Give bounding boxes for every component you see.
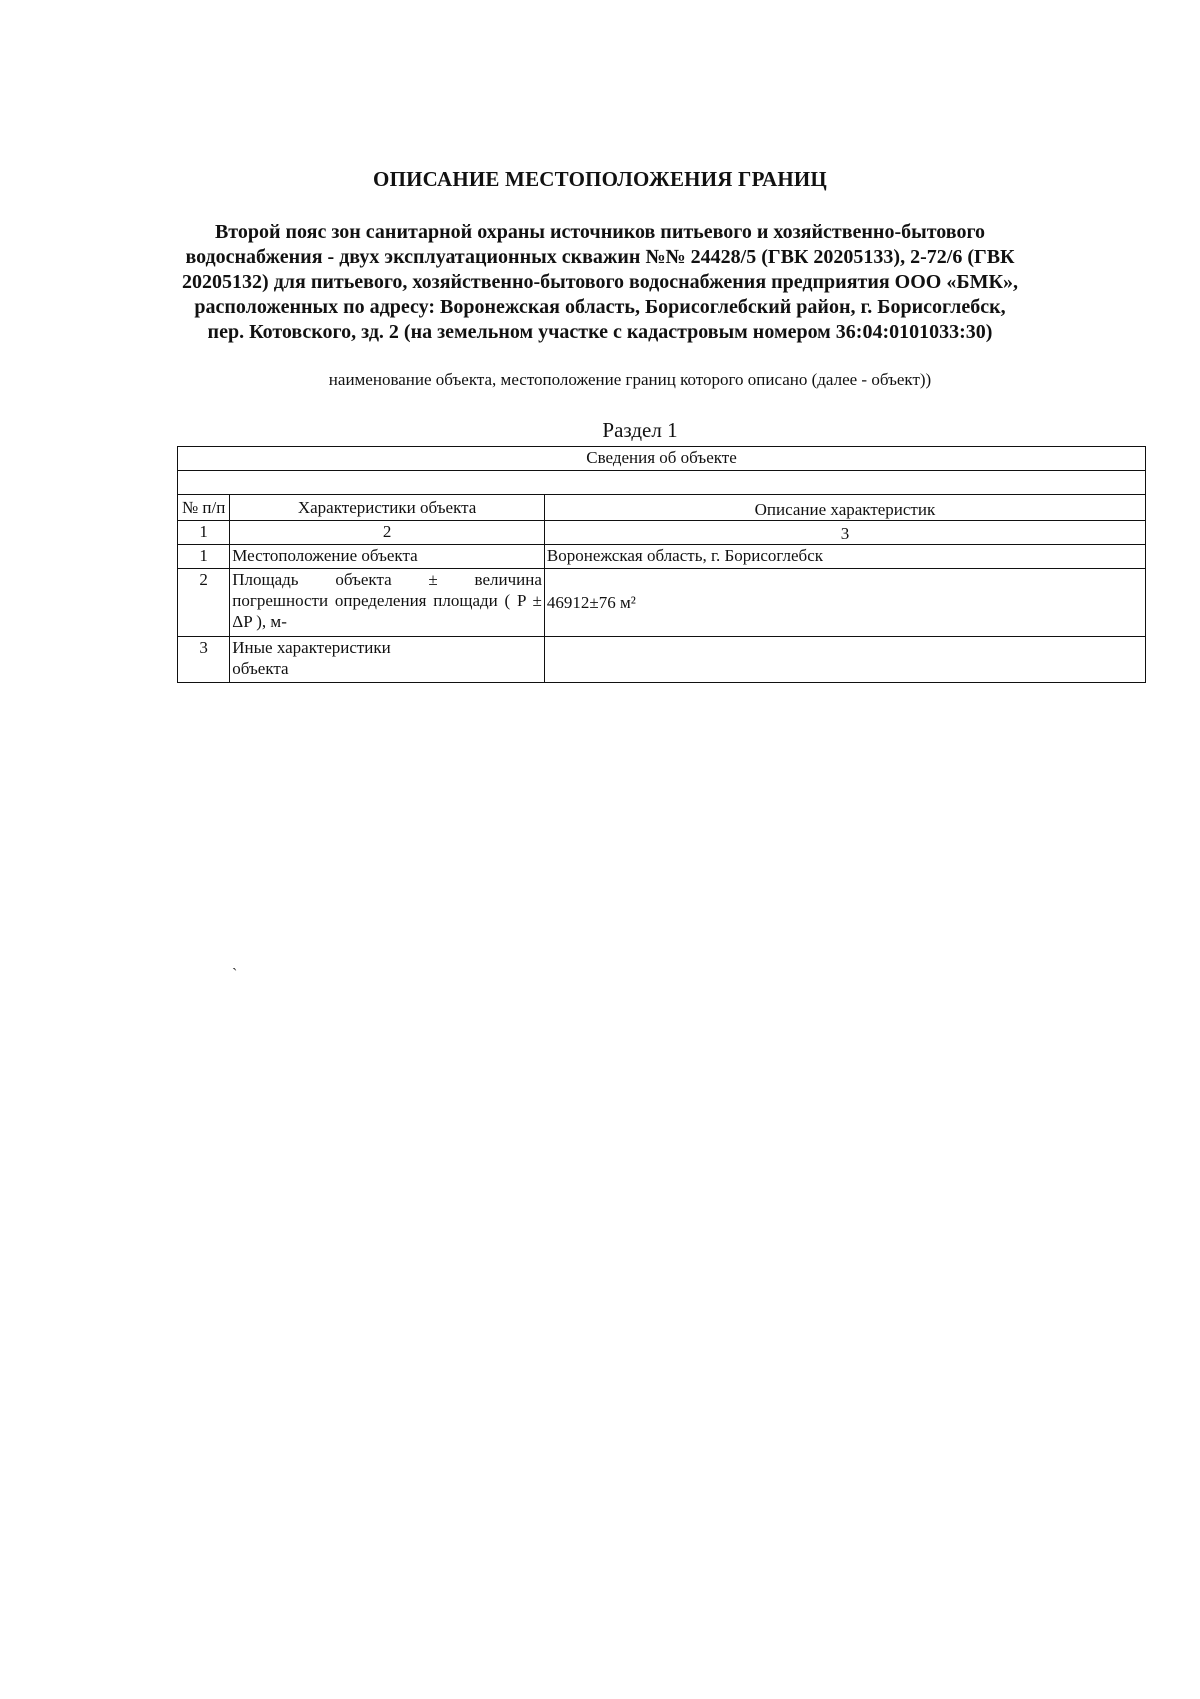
row-characteristic: Площадь объекта ± величина погрешности определения площади ( P ± ΔP ), м- (230, 569, 545, 637)
column-header-num: № п/п (178, 495, 230, 521)
row-num: 3 (178, 637, 230, 683)
document-subtitle: Второй пояс зон санитарной охраны источников питьевого и хозяйственно-бытового водоснабжения - двух эксплуатационных скважин №№ 24428/5 (ГВК 20205133), 2-72/6 (ГВК 20205132) для питьевого, хозяйственно-бытового водоснабжения предприятия ООО «БМК», расположенных по адресу: Воронежская область, Борисоглебский район, г. Борисоглебск, пер. Котовского, зд. 2 (на земельном участке с кадастровым номером 36:04:0101033:30) (182, 221, 1018, 343)
row-description: Воронежская область, г. Борисоглебск (544, 545, 1145, 569)
row-description: 46912±76 м² (544, 569, 1145, 637)
row-characteristic: Местоположение объекта (230, 545, 545, 569)
column-header-characteristic: Характеристики объекта (230, 495, 545, 521)
section-label: Раздел 1 (602, 418, 678, 442)
row-num: 1 (178, 545, 230, 569)
object-caption: наименование объекта, местоположение границ которого описано (далее - объект)) (328, 370, 932, 389)
object-info-table (177, 446, 1146, 683)
table-row (178, 569, 1146, 637)
table-header: Сведения об объекте (178, 447, 1146, 471)
column-number-2: 2 (230, 521, 545, 545)
row-characteristic: Иные характеристики объекта (230, 637, 545, 683)
table-header-row (178, 447, 1146, 471)
table-columns-row (178, 495, 1146, 521)
column-number-3: 3 (544, 521, 1145, 545)
row-num: 2 (178, 569, 230, 637)
table-blank-row (178, 471, 1146, 495)
row-description (544, 637, 1145, 683)
column-number-1: 1 (178, 521, 230, 545)
table-blank-cell (178, 471, 1146, 495)
document-title: ОПИСАНИЕ МЕСТОПОЛОЖЕНИЯ ГРАНИЦ (373, 167, 827, 191)
table-row (178, 637, 1146, 683)
table-column-numbers-row (178, 521, 1146, 545)
stray-mark: ` (232, 966, 238, 983)
table-row (178, 545, 1146, 569)
column-header-description: Описание характеристик (544, 495, 1145, 521)
